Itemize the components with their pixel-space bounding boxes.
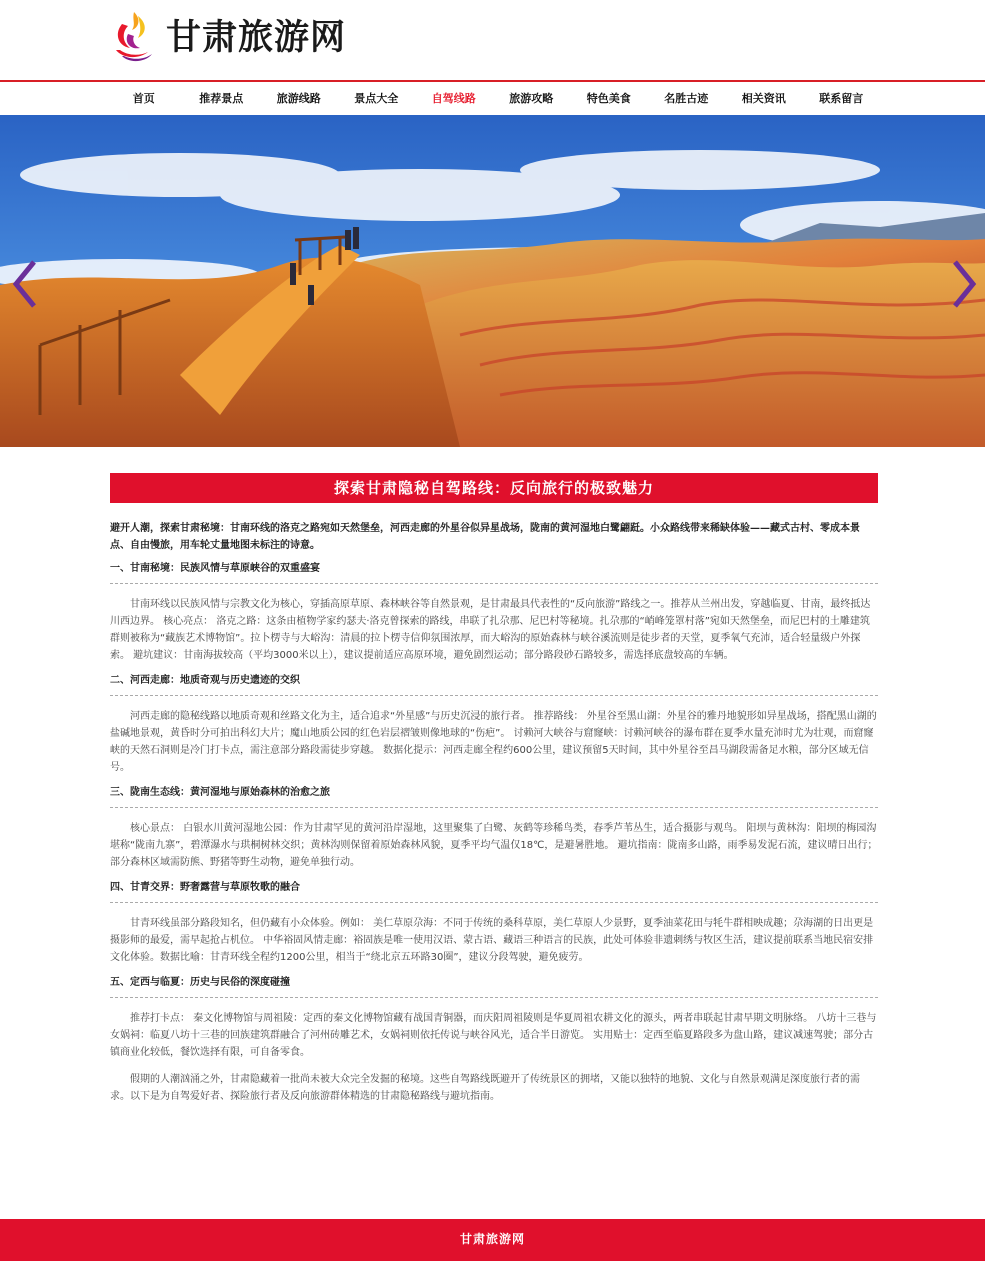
site-name: 甘肃旅游网 bbox=[166, 18, 347, 58]
article-sections bbox=[110, 560, 878, 1061]
chevron-right-icon bbox=[955, 262, 973, 306]
hero-banner bbox=[0, 115, 985, 447]
site-header bbox=[0, 0, 985, 80]
nav-list bbox=[105, 82, 880, 115]
nav-item-5[interactable]: 旅游攻略 bbox=[509, 92, 554, 105]
section-body: 甘南环线以民族风情与宗教文化为核心，穿插高原草原、森林峡谷等自然景观，是甘肃最具代表性的“反向旅游”路线之一。推荐从兰州出发，穿越临夏、甘南，最终抵达川西边界。 核心亮点： 洛克之路：这条由植物学家约瑟夫·洛克曾探索的路线，串联了扎尕那、尼巴村等秘境。扎尕那的“峭峰笼罩村落”宛如天然堡垒，而尼巴村的土雕建筑群则被称为“藏族艺术博物馆”。拉卜楞寺与大峪沟：清晨的拉卜楞寺信仰氛围浓厚，而大峪沟的原始森林与峡谷溪流则是徒步者的天堂，夏季氧气充沛，适合轻量级户外探索。 避坑建议：甘南海拔较高（平均3000米以上），建议提前适应高原环境，避免剧烈运动；部分路段砂石路较多，需选择底盘较高的车辆。 bbox=[110, 599, 871, 661]
section-heading: 四、甘青交界：野奢露营与草原牧歌的融合 bbox=[110, 879, 878, 903]
article-title: 探索甘肃隐秘自驾路线：反向旅行的极致魅力 bbox=[110, 473, 878, 503]
nav-item-7[interactable]: 名胜古迹 bbox=[664, 92, 709, 105]
nav-item-3[interactable]: 景点大全 bbox=[354, 92, 399, 105]
chevron-left-icon bbox=[16, 262, 34, 306]
nav-item-0[interactable]: 首页 bbox=[132, 92, 155, 105]
main-nav bbox=[0, 80, 985, 115]
site-footer: 甘肃旅游网 bbox=[0, 1219, 985, 1261]
nav-item-1[interactable]: 推荐景点 bbox=[199, 92, 244, 105]
nav-item-8[interactable]: 相关资讯 bbox=[741, 92, 786, 105]
site-logo[interactable] bbox=[108, 10, 346, 66]
nav-item-9[interactable]: 联系留言 bbox=[819, 92, 864, 105]
section-body: 推荐打卡点： 秦文化博物馆与周祖陵：定西的秦文化博物馆藏有战国青铜器，而庆阳周祖陵则是华夏周祖农耕文化的源头，两者串联起甘肃早期文明脉络。 八坊十三巷与女娲祠：临夏八坊十三巷的回族建筑群融合了河州砖雕艺术，女娲祠则依托传说与峡谷风光，适合半日游览。 实用贴士：定西至临夏路段多为盘山路，建议减速驾驶；部分古镇商业化较低，餐饮选择有限，可自备零食。 bbox=[110, 1013, 877, 1058]
banner-next-arrow[interactable] bbox=[951, 260, 977, 308]
section-body: 甘青环线虽部分路段知名，但仍藏有小众体验。例如： 美仁草原尕海：不同于传统的桑科草原，美仁草原人少景野，夏季油菜花田与牦牛群相映成趣；尕海湖的日出更是摄影师的最爱，需早起抢占机位。 中华裕固风情走廊：裕固族是唯一使用汉语、蒙古语、藏语三种语言的民族，此处可体验非遗刺绣与牧区生活，建议提前联系当地民宿安排文化体验。数据比喻：甘青环线全程约1200公里，相当于“绕北京五环路30圈”，建议分段驾驶，避免疲劳。 bbox=[110, 918, 874, 963]
section-heading: 二、河西走廊：地质奇观与历史遗迹的交织 bbox=[110, 672, 878, 696]
article-closing: 假期的人潮汹涌之外，甘肃隐藏着一批尚未被大众完全发掘的秘境。这些自驾路线既避开了传统景区的拥堵，又能以独特的地貌、文化与自然景观满足深度旅行者的需求。以下是为自驾爱好者、探险旅行者及反向旅游群体精选的甘肃隐秘路线与避坑指南。 bbox=[110, 1074, 860, 1102]
banner-landscape-image bbox=[0, 115, 985, 447]
section-body: 河西走廊的隐秘线路以地质奇观和丝路文化为主，适合追求“外星感”与历史沉浸的旅行者。 推荐路线： 外星谷至黑山湖：外星谷的雅丹地貌形如异星战场，搭配黑山湖的盐碱地景观，黄昏时分可拍出科幻大片；魔山地质公园的红色岩层褶皱则像地球的“伤疤”。 讨赖河大峡谷与窟窿峡：讨赖河峡谷的瀑布群在夏季水量充沛时尤为壮观，而窟窿峡的天然石洞则是冷门打卡点，需注意部分路段需徒步穿越。 数据化提示：河西走廊全程约600公里，建议预留5天时间，其中外星谷至昌马湖段需备足水粮，部分区域无信号。 bbox=[110, 711, 877, 773]
section-heading: 三、陇南生态线：黄河湿地与原始森林的治愈之旅 bbox=[110, 784, 878, 808]
nav-item-6[interactable]: 特色美食 bbox=[586, 92, 631, 105]
section-heading: 一、甘南秘境：民族风情与草原峡谷的双重盛宴 bbox=[110, 560, 878, 584]
article-content bbox=[110, 520, 878, 1105]
section-body: 核心景点： 白银水川黄河湿地公园：作为甘肃罕见的黄河沿岸湿地，这里聚集了白鹭、灰鹤等珍稀鸟类，春季芦苇丛生，适合摄影与观鸟。 阳坝与黄林沟：阳坝的梅园沟堪称“陇南九寨”，碧潭瀑水与珙桐树林交织；黄林沟则保留着原始森林风貌，夏季平均气温仅18℃，是避暑胜地。 避坑指南：陇南多山路，雨季易发泥石流，建议晴日出行；部分森林区域需防熊、野猪等野生动物，避免单独行动。 bbox=[110, 823, 878, 868]
flame-logo-icon bbox=[108, 10, 158, 66]
nav-item-2[interactable]: 旅游线路 bbox=[276, 92, 321, 105]
nav-item-4[interactable]: 自驾线路 bbox=[431, 92, 476, 105]
section-heading: 五、定西与临夏：历史与民俗的深度碰撞 bbox=[110, 974, 878, 998]
banner-prev-arrow[interactable] bbox=[12, 260, 38, 308]
article-intro: 避开人潮，探索甘肃秘境：甘南环线的洛克之路宛如天然堡垒，河西走廊的外星谷似异星战场，陇南的黄河湿地白鹭翩跹。小众路线带来稀缺体验——藏式古村、零成本景点、自由慢旅，用车轮丈量地图未标注的诗意。 bbox=[110, 523, 860, 551]
